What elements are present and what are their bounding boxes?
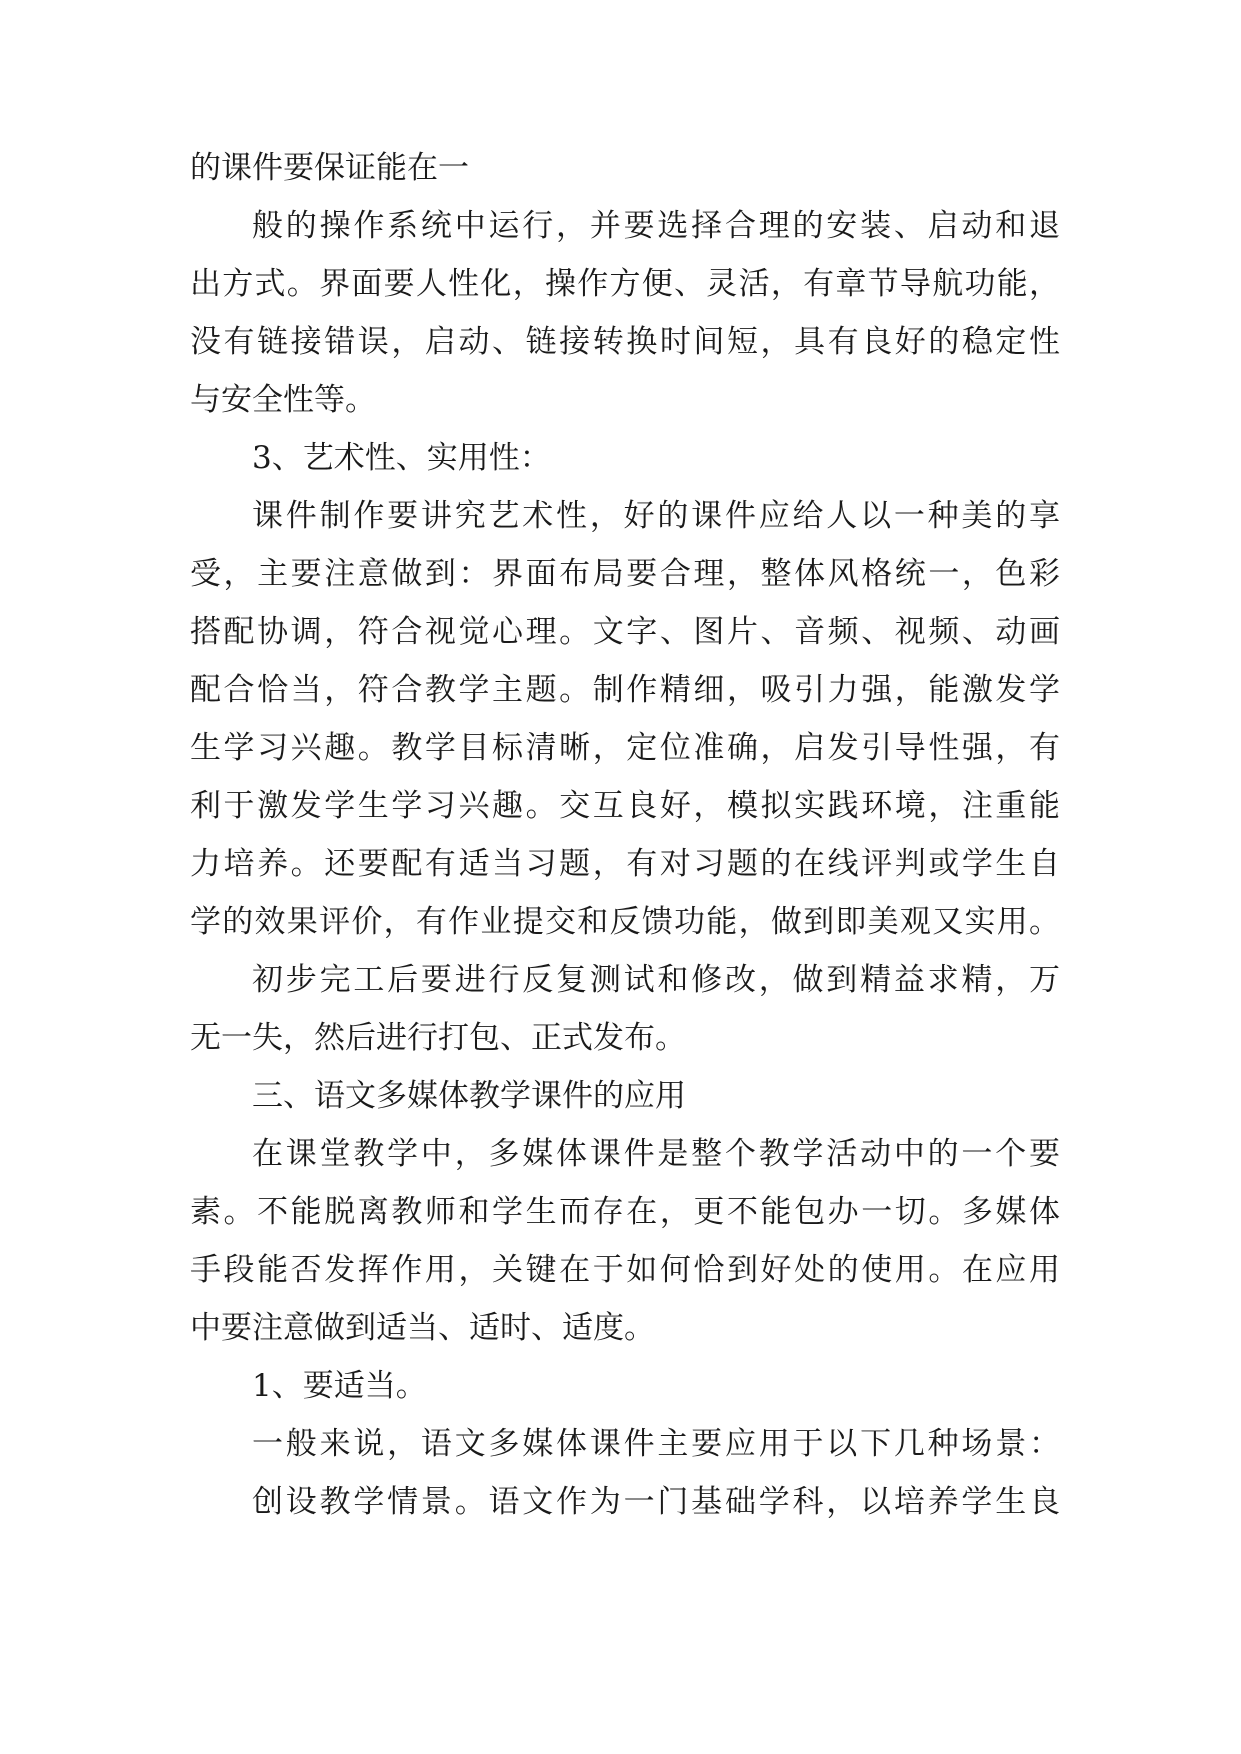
text-line: 没有链接错误，启动、链接转换时间短，具有良好的稳定性 [190,324,1060,360]
text-line: 素。不能脱离教师和学生而存在，更不能包办一切。多媒体 [190,1194,1060,1230]
section-heading: 1、要适当。 [252,1368,427,1404]
text-line: 般的操作系统中运行，并要选择合理的安装、启动和退 [252,208,1060,244]
text-line: 搭配协调，符合视觉心理。文字、图片、音频、视频、动画 [190,614,1060,650]
text-line: 生学习兴趣。教学目标清晰，定位准确，启发引导性强，有 [190,730,1060,766]
text-line: 在课堂教学中，多媒体课件是整个教学活动中的一个要 [252,1136,1060,1172]
text-line: 创设教学情景。语文作为一门基础学科，以培养学生良 [252,1484,1060,1520]
section-heading: 三、语文多媒体教学课件的应用 [252,1078,686,1114]
text-line: 学的效果评价，有作业提交和反馈功能，做到即美观又实用。 [190,904,1060,940]
section-heading: 3、艺术性、实用性： [252,440,551,476]
text-line: 利于激发学生学习兴趣。交互良好，模拟实践环境，注重能 [190,788,1060,824]
text-line: 课件制作要讲究艺术性，好的课件应给人以一种美的享 [252,498,1060,534]
text-line: 出方式。界面要人性化，操作方便、灵活，有章节导航功能， [190,266,1060,302]
text-line: 受，主要注意做到：界面布局要合理，整体风格统一，色彩 [190,556,1060,592]
text-line: 的课件要保证能在一 [190,150,469,186]
text-line: 与安全性等。 [190,382,376,418]
text-line: 手段能否发挥作用，关键在于如何恰到好处的使用。在应用 [190,1252,1060,1288]
text-line: 中要注意做到适当、适时、适度。 [190,1310,655,1346]
text-line: 初步完工后要进行反复测试和修改，做到精益求精，万 [252,962,1060,998]
text-line: 无一失，然后进行打包、正式发布。 [190,1020,686,1056]
text-line: 一般来说，语文多媒体课件主要应用于以下几种场景： [252,1426,1060,1462]
text-line: 力培养。还要配有适当习题，有对习题的在线评判或学生自 [190,846,1060,882]
text-line: 配合恰当，符合教学主题。制作精细，吸引力强，能激发学 [190,672,1060,708]
